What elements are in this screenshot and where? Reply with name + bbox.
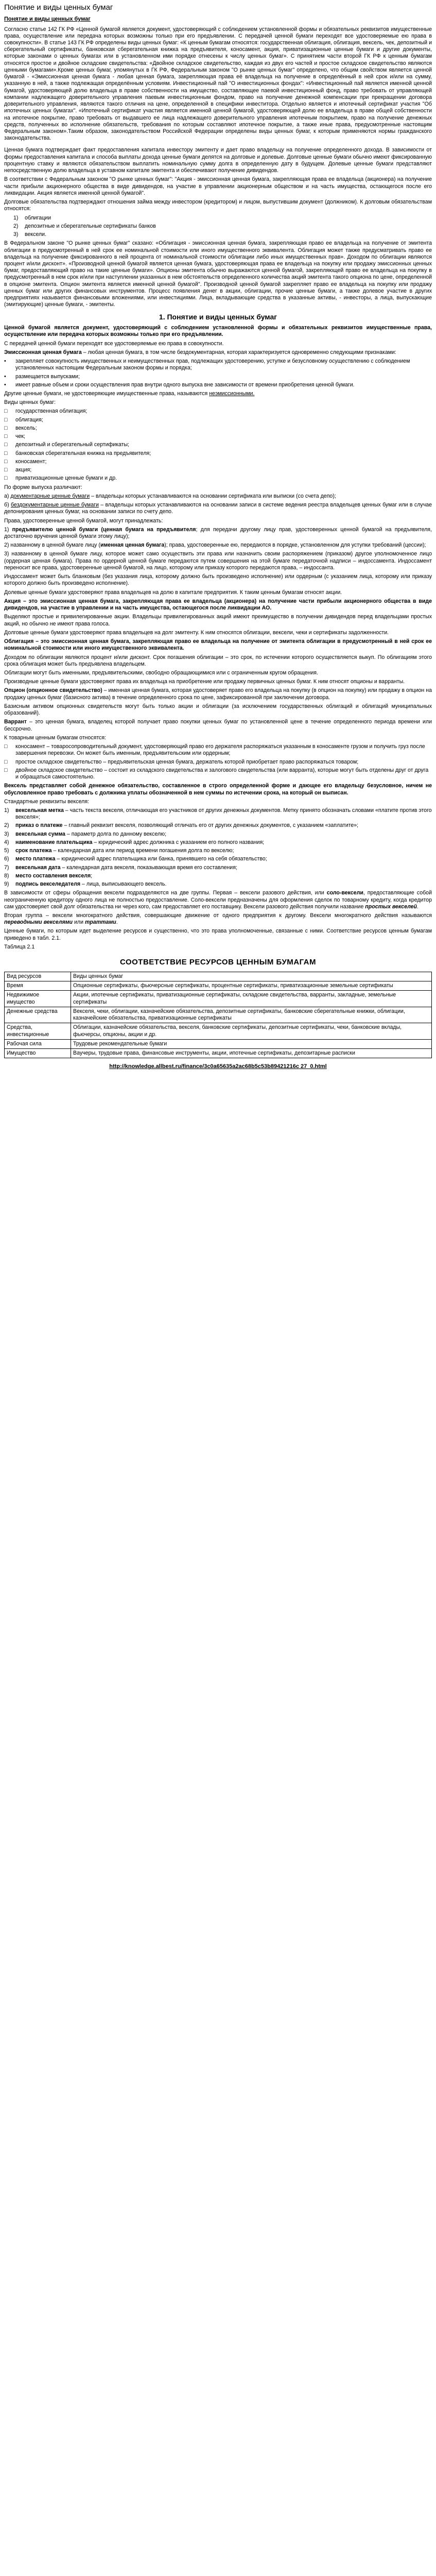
- table-row: [5, 981, 432, 991]
- paragraph: а) документарные ценные бумаги – владельцы которых устанавливаются на основании сертификата или выписки (со счета депо);: [4, 493, 336, 499]
- list-item: □ коносамент;: [4, 458, 47, 465]
- list-item: □ вексель;: [4, 425, 37, 431]
- definition: Акция – это эмиссионная ценная бумага, закрепляющая права ее владельца (акционера) на получение части прибыли акционерного общества в виде дивидендов, на участие в управлении и на часть имущества, остающегося после ликвидации АО.: [4, 598, 432, 612]
- table-row: [5, 1007, 432, 1023]
- paragraph: Права, удостоверенные ценной бумагой, могут принадлежать:: [4, 517, 163, 524]
- list-item: • закрепляет совокупность имущественных и неимущественных прав, подлежащих удостоверению, уступке и безусловному осуществлению с соблюдением установленных настоящим Федеральным законом формы и порядка;: [4, 358, 410, 371]
- paragraph: Варрант – это ценная бумага, владелец которой получает право покупки ценных бумаг по установленной цене в течение определенного периода времени или бессрочно.: [4, 719, 432, 732]
- list-item: 5) срок платежа – календарная дата или период времени погашения долга по векселю;: [4, 848, 234, 854]
- paragraph: Производные ценные бумаги удостоверяют права их владельца на приобретение или продажу первичных ценных бумаг. К ним относят опционы и варранты.: [4, 679, 405, 685]
- paragraph: б) бездокументарные ценные бумаги – владельцы которых устанавливаются на основании записи в системе ведения реестра владельцев ценных бумаг или в случае депонирования ценных бумаг, на основании записи по счету депо.: [4, 502, 432, 515]
- table-cell: Имущество: [5, 1049, 71, 1058]
- list-item: □ двойное складское свидетельство – состоит из складского свидетельства и залогового свидетельства (или варранта), которые могут быть отделены друг от друга и обращаться самостоятельно.: [4, 767, 429, 781]
- veksel-requisites-list: [4, 807, 432, 888]
- list-item: □ чек;: [4, 433, 25, 440]
- section-title: 1. Понятие и виды ценных бумаг: [159, 312, 277, 321]
- resources-table: [4, 972, 432, 1058]
- list-item: 1) вексельная метка – часть текста векселя, отличающая его участников от других денежных документов. Метку принято обозначать словами «платите против этого векселя»;: [4, 807, 432, 821]
- paragraph: По форме выпуска различают:: [4, 484, 82, 490]
- debt-list: [4, 215, 432, 239]
- paragraph: Облигации могут быть именными, предъявительскими, свободно обращающимися или с ограниченным кругом обращения.: [4, 669, 318, 676]
- paragraph: Согласно статье 142 ГК РФ «Ценной бумагой является документ, удостоверяющий с соблюдением установленной формы и обязательных реквизитов имущественные права, осуществление или передача которых возможны только при его предъявлении. С передачей ценной бумаги переходят все удостоверяемые ею права в совокупности». В статье 143 ГК РФ определены виды ценных бумаг: «К ценным бумагам относятся: государственная облигация, облигация, вексель, чек, депозитный и сберегательный сертификаты, банковская сберегательная книжка на предъявителя, коносамент, акция, приватизационные ценные бумаги и другие документы, которые законами о ценных бумагах или в установленном ими порядке отнесены к числу ценных бумаг». С принятием части второй ГК РФ к ценным бумагам относятся простое и двойное складские свидетельства: «Двойное складское свидетельство, каждая из двух его частей и простое складское свидетельство являются ценными бумагами».Кроме ценных бумаг, упомянутых в ГК РФ, Федеральным законом "О рынке ценных бумаг" определено, что общим свойством является ценной бумагой - «Эмиссионная ценная бумага - любая ценная бумага, закрепляющая права её владельца на получение в определённый в ней срок и/или на сумму, указанную в ней, а также подлежащая определённым условиям. Инвестиционный пай "О инвестиционных фондах": «Инвестиционный пай является именной ценной бумагой, удостоверяющей долю владельца в праве собственности на имущество, составляющее паевой инвестиционный фонд, право требовать от управляющей компании надлежащего доверительного управления паевым инвестиционным фондом, право на получение денежной компенсации при прекращении договора доверительного управления, являются такого отличия на цене, определенной в специфики инвеститора. Отдельно является и ипотечный сертификат участия "Об ипотечных ценных бумагах". «Ипотечный сертификат участия является именной ценной бумагой, удостоверяющей долю ее владельца в праве общей собственности на ипотечное покрытие, право требовать от выдавшего ее лица надлежащего доверительного управления ипотечным покрытием, право на получение денежных средств, полученных во исполнение обязательств, требования по которым составляют ипотечное покрытие, а также иные права, предусмотренные настоящим Федеральным законом».Таким образом, законодательством Российской Федерации определены виды ценных бумаг, к которым применяются нормы гражданского законодательства.: [4, 26, 432, 142]
- list-item: □ приватизационные ценные бумаги и др.: [4, 475, 117, 482]
- table-cell: Средства, инвестиционные: [5, 1023, 71, 1039]
- table-cell: Недвижимое имущество: [5, 991, 71, 1007]
- table-cell: Векселя, чеки, облигации, казначейские обязательства, депозитные сертификаты, банковские сберегательные книжки, облигации, казначейские обязательства, приватизационные сертификаты: [71, 1007, 432, 1023]
- paragraph: 2) названному в ценной бумаге лицу (именная ценная бумага); права, удостоверенные ею, передаются в порядке, установленном для уступки требований (цессии);: [4, 542, 426, 549]
- definition: Вексель представляет собой денежное обязательство, составленное в строго определенной форме и дающее его владельцу безусловное, ничем не обусловленное право требовать с должника уплаты обозначенной в нем суммы по истечении срока, на который он выписан.: [4, 783, 432, 796]
- paragraph: Долговые обязательства подтверждают отношения займа между инвестором (кредитором) и лицом, выпустившим документ (должником). К долговым обязательствам относятся:: [4, 199, 432, 212]
- definition: Ценной бумагой является документ, удостоверяющий с соблюдением установленной формы и обязательных реквизитов имущественные права, осуществление или передача которых возможны только при его предъявлении.: [4, 325, 432, 338]
- source-link-block: [4, 1063, 432, 1071]
- list-item: 2) депозитные и сберегательные сертификаты банков: [13, 223, 156, 229]
- table-cell: Опционные сертификаты, фьючерсные сертификаты, процентные сертификаты, приватизационные земельные сертификаты: [71, 981, 432, 991]
- paragraph: Выделяют простые и привилегированные акции. Владельцы привилегированных акций имеют преимущество в получении дивидендов перед владельцами простых акций, но обычно не имеют права голоса.: [4, 614, 432, 627]
- paragraph: С передачей ценной бумаги переходят все удостоверяемые ею права в совокупности.: [4, 340, 224, 347]
- paragraph: Стандартные реквизиты векселя:: [4, 798, 90, 805]
- table-row: [5, 1039, 432, 1048]
- section-heading: Понятие и виды ценных бумаг: [4, 15, 91, 22]
- table-cell: Акции, ипотечные сертификаты, приватизационные сертификаты, складские свидетельства, варранты, закладные, земельные сертификаты: [71, 991, 432, 1007]
- table-cell: Трудовые рекомендательные бумаги: [71, 1039, 432, 1048]
- source-link[interactable]: http://knowledge.allbest.ru/finance/3c0a65635a2ac68b5c53b89421216c 27_0.html: [109, 1063, 327, 1070]
- table-title: СООТВЕТСТВИЕ РЕСУРСОВ ЦЕННЫМ БУМАГАМ: [119, 958, 317, 967]
- list-item: 2) приказ о платеже – главный реквизит векселя, позволяющий отличать его от других денежных документов, с указанием «заплатите»;: [4, 822, 359, 829]
- list-item: 1) облигации: [13, 214, 51, 221]
- list-item: □ простое складское свидетельство – предъявительская ценная бумага, держатель которой приобретает право распоряжаться товаром;: [4, 758, 359, 765]
- list-item: 8) место составления векселя;: [4, 872, 93, 879]
- table-cell: Облигации, казначейские обязательства, векселя, банковские сертификаты, депозитные сертификаты, чеки, банковские вклады, фьючерсы, опционы, акции и др.: [71, 1023, 432, 1039]
- table-caption: Таблица 2.1: [4, 943, 35, 950]
- paragraph: Долевые ценные бумаги удостоверяют права владельцев на долю в капитале предприятия. К таким ценным бумагам относят акции.: [4, 589, 342, 596]
- list-item: • размещается выпусками;: [4, 373, 80, 380]
- table-header-cell: Вид ресурсов: [5, 972, 71, 981]
- list-item: □ акция;: [4, 467, 32, 473]
- goods-securities-list: [4, 743, 432, 781]
- paragraph: Базисным активом опционных свидетельств могут быть только акции и облигации (за исключением государственных облигаций и облигаций муниципальных образований).: [4, 703, 432, 717]
- paragraph: 3) названному в ценной бумаге лицу, которое может само осуществить эти права или назначить своим распоряжением (приказом) другое уполномоченное лицо (ордерная ценная бумага). Права по ордерной ценной бумаге передаются путем совершения на этой бумаге передаточной надписи – индоссамента. Индоссамент переносит все права, удостоверенные ценной бумагой, на лицо, которому или приказу которого передаются права, – индоссанта.: [4, 551, 432, 571]
- table-row: [5, 1049, 432, 1058]
- paragraph: Эмиссионная ценная бумага – любая ценная бумага, в том числе бездокументарная, которая характеризуется одновременно следующими признаками:: [4, 349, 396, 355]
- table-header-cell: Виды ценных бумаг: [71, 972, 432, 981]
- paragraph: В Федеральном законе "О рынке ценных бумаг" сказано: «Облигация - эмиссионная ценная бумага, закрепляющая право ее владельца на получение от эмитента облигации в предусмотренный в ней срок ее номинальной стоимости или иного имущественного эквивалента. Облигация может также предусматривать право ее владельца на получение фиксированного в ней процента от номинальной стоимости облигации либо иных имущественных прав». Доходом по облигации являются процент и/или дисконт». «Производной ценной бумагой является ценная бумага, удостоверяющая права ее владельца на покупку или продажу эмиссионных ценных бумаг, предоставляющий право на такие ценные бумаги». Опционы эмитента обычно выражаются ценной бумагой, закрепляющей право ее владельца на покупку в предусмотренный в нем срок и/или при наступлении указанных в нем обстоятельств определенного количества акций эмитента такого опциона по цене, определенной в опционе эмитента. Опцион эмитента является именной ценной бумагой". Производной ценной бумагой закрепляет право ее владельца на покупку или продажу ценных бумаг или других финансовых инструментов. Процесс появления денег в акции, облигации, прочие ценные бумаги, а также долевое участие в других предприятиях называется финансовыми вложениями, или инвестициями. Лица, вкладывающие средства в указанные активы, - инвесторы, а лица, выпускающие (эмитирующие) ценные бумаги, - эмитенты.: [4, 240, 432, 308]
- securities-types-list: [4, 408, 432, 482]
- table-cell: Время: [5, 981, 71, 991]
- list-item: 6) место платежа – юридический адрес плательщика или банка, принявшего на себя обязательство;: [4, 856, 267, 862]
- table-header-row: [5, 972, 432, 981]
- paragraph: Опцион (опционное свидетельство) – именная ценная бумага, которая удостоверяет право его владельца на покупку (в опцион на покупку) или продажу в опцион на продажу ценных бумаг (базисного актива) в течение определенного срока по цене, зафиксированной при заключении договора.: [4, 687, 432, 701]
- emission-features-list: [4, 358, 432, 388]
- paragraph: К товарным ценным бумагам относятся:: [4, 734, 107, 741]
- document-page: [0, 0, 436, 1076]
- paragraph: Ценная бумага подтверждает факт предоставления капитала инвестору эмитенту и дает право владельцу на получение определенного дохода. В зависимости от формы предоставления капитала и способа выплаты дохода ценные бумаги делятся на долговые и долевые. Долговые ценные бумаги обычно имеют фиксированную процентную ставку и являются обязательством выплатить номинальную сумму долга в определенную дату в будущем. Долевые ценные бумаги представляют непосредственную долю владельца в уставном капитале эмитента и обеспечивают получение дивидендов.: [4, 147, 432, 174]
- table-cell: Денежные средства: [5, 1007, 71, 1023]
- paragraph: Другие ценные бумаги, не удостоверяющие имущественные права, называются неэмиссионными.: [4, 391, 255, 397]
- paragraph: В соответствии с Федеральным законом "О рынке ценных бумаг": "Акция - эмиссионная ценная бумага, закрепляющая права ее владельца (акционера) на получение части прибыли акционерного общества в виде дивидендов, на участие в управлении акционерным обществом и на часть имущества, остающегося после его ликвидации. Акция является именной ценной бумагой".: [4, 176, 432, 196]
- paragraph: Долговые ценные бумаги удостоверяют права владельцев на долг эмитенту. К ним относятся облигации, вексели, чеки и сертификаты задолженности.: [4, 629, 389, 636]
- definition: Облигация – это эмиссионная ценная бумага, закрепляющая право ее владельца на получение от эмитента облигации в предусмотренный в ней срок ее номинальной стоимости или иного имущественного эквивалента.: [4, 638, 432, 652]
- paragraph: Доходом по облигации являются процент и/или дисконт. Срок погашения облигации – это срок, по истечении которого осуществляется выкуп. По облигациям этого срока облигация может быть предъявлена владельцем.: [4, 654, 432, 667]
- paragraph: В зависимости от сферы обращения вексели подразделяются на две группы. Первая – вексели разового действия, или соло-вексели, предоставляющие собой неограниченную кредитору одного лица не полностью предоставление. Соло-вексели предназначены для оформления сделок по товарному кредиту, когда кредитор сам удостоверяет свой долг обязательства ни через кого, сам предоставляет его поставщику. Вексели разового действия получили название простых векселей.: [4, 890, 432, 910]
- list-item: 3) вексели.: [13, 231, 47, 238]
- paragraph: 1) предъявителю ценной бумаги (ценная бумага на предъявителя; для передачи другому лицу прав, удостоверенных ценной бумагой на предъявителя, достаточно вручения ценной бумаги этому лицу);: [4, 526, 432, 539]
- list-item: □ банковская сберегательная книжка на предъявителя;: [4, 450, 151, 456]
- paragraph: Индоссамент может быть бланковым (без указания лица, которому должно быть произведено исполнение) или ордерным (с указанием лица, которому или приказу которого должно быть произведено исполнение).: [4, 573, 432, 587]
- table-cell: Рабочая сила: [5, 1039, 71, 1048]
- list-item: □ государственная облигация;: [4, 408, 88, 415]
- list-item: 9) подпись векселедателя – лица, выписывающего вексель.: [4, 881, 167, 888]
- list-item: □ депозитный и сберегательный сертификаты;: [4, 442, 130, 448]
- list-item: 7) вексельная дата – календарная дата векселя, показывающая время его составления;: [4, 864, 237, 871]
- list-item: □ облигация;: [4, 416, 43, 423]
- list-item: 3) вексельная сумма – параметр долга по данному векселю;: [4, 831, 167, 837]
- list-item: □ коносамент – товаросопроводительный документ, удостоверяющий право его держателя распоряжаться указанным в коносаменте грузом и получить груз после завершения перевозки. Он может быть именным, предъявительским или ордерным;: [4, 743, 425, 757]
- table-row: [5, 1023, 432, 1039]
- list-item: • имеет равные объем и сроки осуществления прав внутри одного выпуска вне зависимости от времени приобретения ценной бумаги.: [4, 381, 355, 388]
- paragraph: Вторая группа – вексели многократного действия, совершающие движение от одного предприятия к другому. Вексели многократного действия называются переводными векселями или траттами.: [4, 912, 432, 926]
- table-cell: Ваучеры, трудовые права, финансовые инструменты, акции, ипотечные сертификаты, депозитарные расписки: [71, 1049, 432, 1058]
- table-row: [5, 991, 432, 1007]
- page-header-title: Понятие и виды ценных бумаг: [4, 3, 113, 12]
- paragraph: Виды ценных бумаг:: [4, 399, 56, 406]
- paragraph: Ценные бумаги, по которым идет выделение ресурсов и существенно, что это права уполномоченные, связанные с ними. Соответствие ресурсов ценным бумагам приведено в табл. 2.1.: [4, 928, 432, 941]
- list-item: 4) наименование плательщика – юридический адрес должника с указанием его полного названия;: [4, 839, 265, 845]
